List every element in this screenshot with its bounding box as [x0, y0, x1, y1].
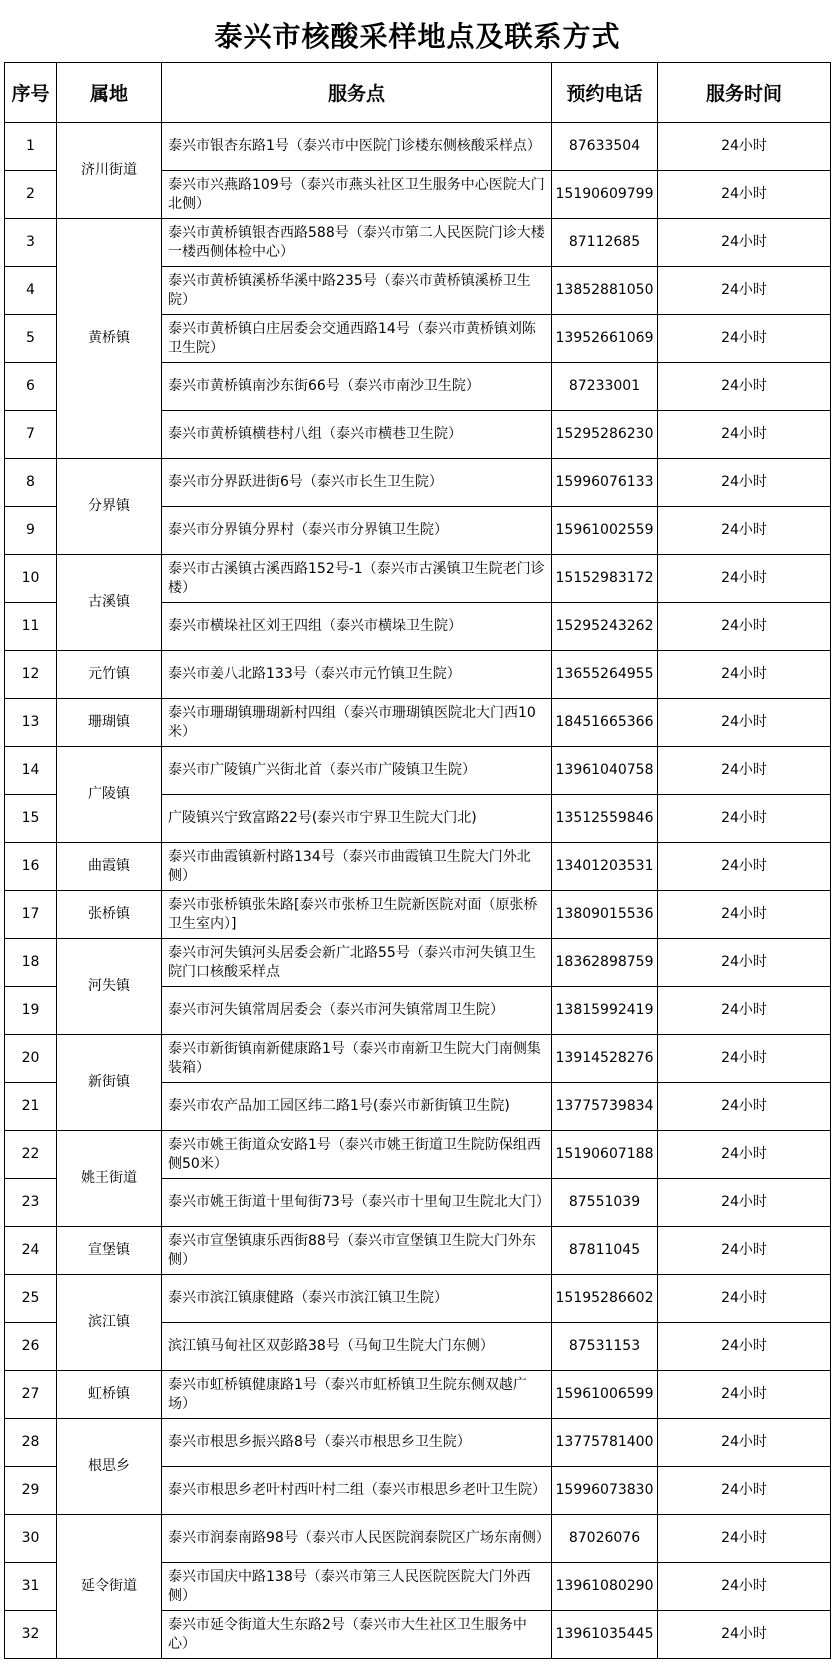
phone-cell: 13961080290: [552, 1563, 658, 1611]
table-row: [5, 555, 831, 603]
hours-cell: 24小时: [658, 411, 831, 459]
site-cell: 泰兴市根思乡振兴路8号（泰兴市根思乡卫生院）: [162, 1419, 552, 1467]
hours-cell: 24小时: [658, 1083, 831, 1131]
phone-cell: 18362898759: [552, 939, 658, 987]
row-index: 3: [5, 219, 57, 267]
hours-cell: 24小时: [658, 603, 831, 651]
phone-cell: 15190609799: [552, 171, 658, 219]
row-index: 24: [5, 1227, 57, 1275]
header-area: 属地: [57, 63, 162, 123]
area-cell: 新街镇: [57, 1035, 162, 1131]
row-index: 12: [5, 651, 57, 699]
hours-cell: 24小时: [658, 171, 831, 219]
table-row: [5, 1227, 831, 1275]
phone-cell: 13775781400: [552, 1419, 658, 1467]
site-cell: 泰兴市河失镇河头居委会新广北路55号（泰兴市河失镇卫生院门口核酸采样点: [162, 939, 552, 987]
hours-cell: 24小时: [658, 651, 831, 699]
site-cell: 泰兴市滨江镇康健路（泰兴市滨江镇卫生院）: [162, 1275, 552, 1323]
hours-cell: 24小时: [658, 1035, 831, 1083]
area-cell: 分界镇: [57, 459, 162, 555]
area-cell: 珊瑚镇: [57, 699, 162, 747]
phone-cell: 15195286602: [552, 1275, 658, 1323]
row-index: 23: [5, 1179, 57, 1227]
hours-cell: 24小时: [658, 1563, 831, 1611]
row-index: 15: [5, 795, 57, 843]
hours-cell: 24小时: [658, 843, 831, 891]
site-cell: 泰兴市分界跃进街6号（泰兴市长生卫生院）: [162, 459, 552, 507]
hours-cell: 24小时: [658, 1467, 831, 1515]
phone-cell: 13815992419: [552, 987, 658, 1035]
table-row: [5, 747, 831, 795]
site-cell: 泰兴市虹桥镇健康路1号（泰兴市虹桥镇卫生院东侧双越广场）: [162, 1371, 552, 1419]
row-index: 11: [5, 603, 57, 651]
row-index: 8: [5, 459, 57, 507]
phone-cell: 13655264955: [552, 651, 658, 699]
site-cell: 泰兴市润泰南路98号（泰兴市人民医院润泰院区广场东南侧）: [162, 1515, 552, 1563]
hours-cell: 24小时: [658, 315, 831, 363]
table-header-row: [5, 63, 831, 123]
row-index: 28: [5, 1419, 57, 1467]
hours-cell: 24小时: [658, 1131, 831, 1179]
site-cell: 泰兴市古溪镇古溪西路152号-1（泰兴市古溪镇卫生院老门诊楼）: [162, 555, 552, 603]
phone-cell: 15961006599: [552, 1371, 658, 1419]
site-cell: 泰兴市姚王街道众安路1号（泰兴市姚王街道卫生院防保组西侧50米）: [162, 1131, 552, 1179]
site-cell: 泰兴市曲霞镇新村路134号（泰兴市曲霞镇卫生院大门外北侧）: [162, 843, 552, 891]
phone-cell: 13914528276: [552, 1035, 658, 1083]
hours-cell: 24小时: [658, 1419, 831, 1467]
document-title: 泰兴市核酸采样地点及联系方式: [214, 20, 621, 53]
phone-cell: 87531153: [552, 1323, 658, 1371]
row-index: 6: [5, 363, 57, 411]
hours-cell: 24小时: [658, 363, 831, 411]
phone-cell: 15152983172: [552, 555, 658, 603]
table-row: [5, 459, 831, 507]
site-cell: 泰兴市根思乡老叶村西叶村二组（泰兴市根思乡老叶卫生院）: [162, 1467, 552, 1515]
area-cell: 广陵镇: [57, 747, 162, 843]
row-index: 17: [5, 891, 57, 939]
area-cell: 古溪镇: [57, 555, 162, 651]
row-index: 22: [5, 1131, 57, 1179]
row-index: 9: [5, 507, 57, 555]
hours-cell: 24小时: [658, 987, 831, 1035]
site-cell: 泰兴市横垛社区刘王四组（泰兴市横垛卫生院）: [162, 603, 552, 651]
sampling-sites-table: [4, 62, 831, 1659]
table-row: [5, 1275, 831, 1323]
header-index: 序号: [5, 63, 57, 123]
table-row: [5, 843, 831, 891]
table-row: [5, 1371, 831, 1419]
site-cell: 泰兴市黄桥镇南沙东街66号（泰兴市南沙卫生院）: [162, 363, 552, 411]
area-cell: 根思乡: [57, 1419, 162, 1515]
row-index: 29: [5, 1467, 57, 1515]
site-cell: 泰兴市分界镇分界村（泰兴市分界镇卫生院）: [162, 507, 552, 555]
hours-cell: 24小时: [658, 555, 831, 603]
header-site: 服务点: [162, 63, 552, 123]
header-phone: 预约电话: [552, 63, 658, 123]
hours-cell: 24小时: [658, 795, 831, 843]
row-index: 30: [5, 1515, 57, 1563]
hours-cell: 24小时: [658, 1371, 831, 1419]
phone-cell: 13852881050: [552, 267, 658, 315]
phone-cell: 15190607188: [552, 1131, 658, 1179]
site-cell: 泰兴市黄桥镇银杏西路588号（泰兴市第二人民医院门诊大楼一楼西侧体检中心）: [162, 219, 552, 267]
site-cell: 泰兴市黄桥镇白庄居委会交通西路14号（泰兴市黄桥镇刘陈卫生院）: [162, 315, 552, 363]
phone-cell: 87633504: [552, 123, 658, 171]
area-cell: 虹桥镇: [57, 1371, 162, 1419]
phone-cell: 13961040758: [552, 747, 658, 795]
phone-cell: 13401203531: [552, 843, 658, 891]
hours-cell: 24小时: [658, 891, 831, 939]
phone-cell: 87233001: [552, 363, 658, 411]
table-row: [5, 1515, 831, 1563]
area-cell: 元竹镇: [57, 651, 162, 699]
site-cell: 泰兴市国庆中路138号（泰兴市第三人民医院医院大门外西侧）: [162, 1563, 552, 1611]
row-index: 25: [5, 1275, 57, 1323]
row-index: 21: [5, 1083, 57, 1131]
site-cell: 泰兴市广陵镇广兴街北首（泰兴市广陵镇卫生院）: [162, 747, 552, 795]
hours-cell: 24小时: [658, 1275, 831, 1323]
hours-cell: 24小时: [658, 1611, 831, 1659]
site-cell: 泰兴市黄桥镇横巷村八组（泰兴市横巷卫生院）: [162, 411, 552, 459]
table-row: [5, 651, 831, 699]
site-cell: 滨江镇马甸社区双彭路38号（马甸卫生院大门东侧）: [162, 1323, 552, 1371]
area-cell: 宣堡镇: [57, 1227, 162, 1275]
row-index: 1: [5, 123, 57, 171]
table-row: [5, 939, 831, 987]
row-index: 26: [5, 1323, 57, 1371]
site-cell: 广陵镇兴宁致富路22号(泰兴市宁界卫生院大门北): [162, 795, 552, 843]
row-index: 7: [5, 411, 57, 459]
area-cell: 曲霞镇: [57, 843, 162, 891]
row-index: 27: [5, 1371, 57, 1419]
hours-cell: 24小时: [658, 459, 831, 507]
row-index: 32: [5, 1611, 57, 1659]
row-index: 13: [5, 699, 57, 747]
phone-cell: 15295286230: [552, 411, 658, 459]
table-row: [5, 1131, 831, 1179]
phone-cell: 15996073830: [552, 1467, 658, 1515]
phone-cell: 18451665366: [552, 699, 658, 747]
area-cell: 济川街道: [57, 123, 162, 219]
phone-cell: 87026076: [552, 1515, 658, 1563]
row-index: 31: [5, 1563, 57, 1611]
site-cell: 泰兴市新街镇南新健康路1号（泰兴市南新卫生院大门南侧集装箱）: [162, 1035, 552, 1083]
hours-cell: 24小时: [658, 939, 831, 987]
header-hours: 服务时间: [658, 63, 831, 123]
phone-cell: 13961035445: [552, 1611, 658, 1659]
site-cell: 泰兴市宣堡镇康乐西街88号（泰兴市宣堡镇卫生院大门外东侧）: [162, 1227, 552, 1275]
site-cell: 泰兴市银杏东路1号（泰兴市中医院门诊楼东侧核酸采样点）: [162, 123, 552, 171]
hours-cell: 24小时: [658, 699, 831, 747]
area-cell: 张桥镇: [57, 891, 162, 939]
hours-cell: 24小时: [658, 123, 831, 171]
hours-cell: 24小时: [658, 747, 831, 795]
site-cell: 泰兴市延令街道大生东路2号（泰兴市大生社区卫生服务中心）: [162, 1611, 552, 1659]
site-cell: 泰兴市农产品加工园区纬二路1号(泰兴市新街镇卫生院): [162, 1083, 552, 1131]
phone-cell: 13952661069: [552, 315, 658, 363]
phone-cell: 15295243262: [552, 603, 658, 651]
hours-cell: 24小时: [658, 267, 831, 315]
table-row: [5, 891, 831, 939]
site-cell: 泰兴市黄桥镇溪桥华溪中路235号（泰兴市黄桥镇溪桥卫生院）: [162, 267, 552, 315]
hours-cell: 24小时: [658, 507, 831, 555]
row-index: 20: [5, 1035, 57, 1083]
table-row: [5, 1035, 831, 1083]
row-index: 19: [5, 987, 57, 1035]
row-index: 5: [5, 315, 57, 363]
area-cell: 黄桥镇: [57, 219, 162, 459]
phone-cell: 15996076133: [552, 459, 658, 507]
hours-cell: 24小时: [658, 1515, 831, 1563]
row-index: 18: [5, 939, 57, 987]
site-cell: 泰兴市珊瑚镇珊瑚新村四组（泰兴市珊瑚镇医院北大门西10米）: [162, 699, 552, 747]
hours-cell: 24小时: [658, 1227, 831, 1275]
area-cell: 延令街道: [57, 1515, 162, 1659]
phone-cell: 13809015536: [552, 891, 658, 939]
table-row: [5, 219, 831, 267]
table-row: [5, 123, 831, 171]
table-row: [5, 699, 831, 747]
row-index: 16: [5, 843, 57, 891]
phone-cell: 15961002559: [552, 507, 658, 555]
hours-cell: 24小时: [658, 219, 831, 267]
site-cell: 泰兴市河失镇常周居委会（泰兴市河失镇常周卫生院）: [162, 987, 552, 1035]
site-cell: 泰兴市张桥镇张朱路[泰兴市张桥卫生院新医院对面（原张桥卫生室内）]: [162, 891, 552, 939]
phone-cell: 13775739834: [552, 1083, 658, 1131]
row-index: 14: [5, 747, 57, 795]
table-row: [5, 1419, 831, 1467]
hours-cell: 24小时: [658, 1179, 831, 1227]
phone-cell: 87112685: [552, 219, 658, 267]
site-cell: 泰兴市兴燕路109号（泰兴市燕头社区卫生服务中心医院大门北侧）: [162, 171, 552, 219]
row-index: 2: [5, 171, 57, 219]
site-cell: 泰兴市姜八北路133号（泰兴市元竹镇卫生院）: [162, 651, 552, 699]
phone-cell: 13512559846: [552, 795, 658, 843]
phone-cell: 87811045: [552, 1227, 658, 1275]
row-index: 10: [5, 555, 57, 603]
row-index: 4: [5, 267, 57, 315]
area-cell: 河失镇: [57, 939, 162, 1035]
site-cell: 泰兴市姚王街道十里甸街73号（泰兴市十里甸卫生院北大门）: [162, 1179, 552, 1227]
area-cell: 滨江镇: [57, 1275, 162, 1371]
area-cell: 姚王街道: [57, 1131, 162, 1227]
hours-cell: 24小时: [658, 1323, 831, 1371]
phone-cell: 87551039: [552, 1179, 658, 1227]
